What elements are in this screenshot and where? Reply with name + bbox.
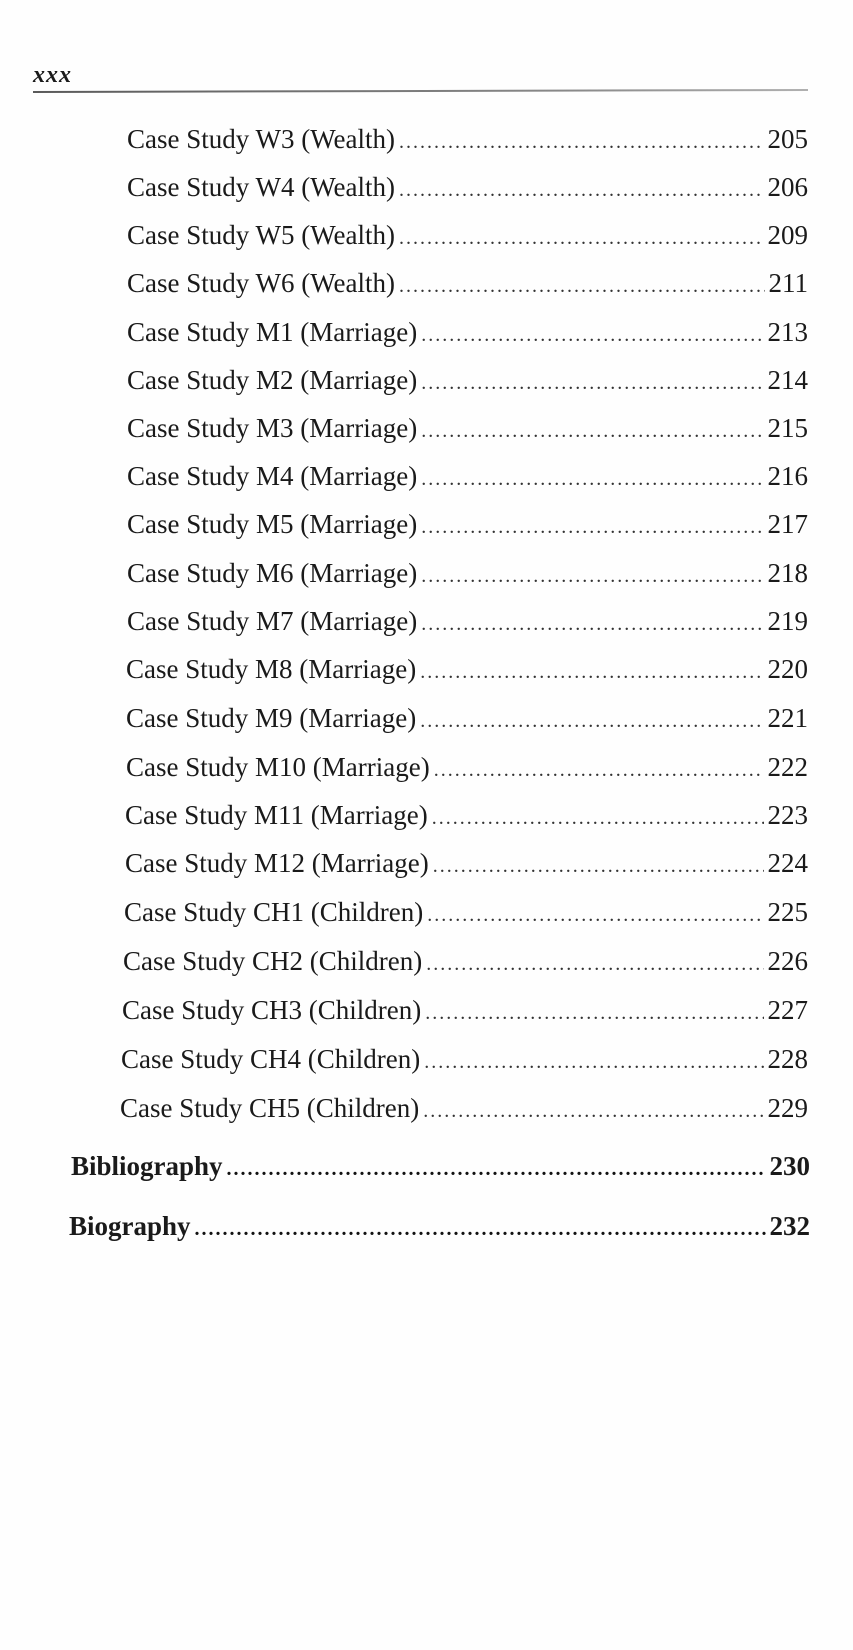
toc-entry-page: 206 <box>767 172 808 202</box>
toc-entry-page: 214 <box>767 365 808 395</box>
toc-entry-page: 219 <box>767 606 808 636</box>
toc-entry[interactable] <box>127 413 808 444</box>
toc-entry-label: Case Study CH3 (Children) <box>122 995 422 1025</box>
toc-entry[interactable] <box>127 317 808 348</box>
toc-entry-page: 222 <box>767 752 808 782</box>
toc-entry-label: Case Study M11 (Marriage) <box>125 800 428 830</box>
dot-leader <box>432 807 764 830</box>
toc-entry-bibliography[interactable] <box>71 1151 810 1182</box>
toc-entry[interactable] <box>126 703 808 734</box>
toc-entry-label: Case Study CH1 (Children) <box>124 897 424 927</box>
toc-entry[interactable] <box>126 654 808 685</box>
toc-entry[interactable] <box>126 752 808 783</box>
toc-entry[interactable] <box>125 848 808 879</box>
toc-entry-label: Case Study M9 (Marriage) <box>126 703 417 733</box>
dot-leader <box>421 516 763 539</box>
toc-entry[interactable] <box>121 1044 808 1075</box>
toc-entry[interactable] <box>127 509 808 540</box>
dot-leader <box>399 179 763 202</box>
toc-entry-page: 209 <box>767 220 808 250</box>
toc-entry-label: Case Study CH5 (Children) <box>120 1093 420 1123</box>
toc-entry[interactable] <box>123 946 808 977</box>
dot-leader <box>421 420 763 443</box>
dot-leader <box>423 1100 763 1123</box>
toc-entry-label: Case Study M1 (Marriage) <box>127 317 418 347</box>
dot-leader <box>425 1002 763 1025</box>
dot-leader <box>421 565 763 588</box>
toc-entry-label: Case Study M5 (Marriage) <box>127 509 418 539</box>
toc-entry-label: Case Study M2 (Marriage) <box>127 365 418 395</box>
toc-entry-label: Case Study M3 (Marriage) <box>127 413 418 443</box>
toc-entry-page: 224 <box>767 848 808 878</box>
toc-entry-page: 220 <box>767 654 808 684</box>
toc-entry-label: Case Study W3 (Wealth) <box>127 124 396 154</box>
toc-entry[interactable] <box>127 365 808 396</box>
dot-leader <box>426 953 763 976</box>
toc-entry-label: Case Study M10 (Marriage) <box>126 752 430 782</box>
toc-entry-page: 216 <box>767 461 808 491</box>
toc-entry[interactable] <box>124 897 808 928</box>
dot-leader <box>421 324 763 347</box>
toc-entry[interactable] <box>127 220 808 251</box>
toc-entry[interactable] <box>127 606 808 637</box>
toc-entry-page: 211 <box>768 268 808 298</box>
dot-leader <box>427 904 763 927</box>
toc-entry-label: Biography <box>69 1211 191 1241</box>
toc-entry-label: Case Study M7 (Marriage) <box>127 606 418 636</box>
toc-entry-label: Case Study W6 (Wealth) <box>127 268 396 298</box>
toc-entry-label: Bibliography <box>71 1151 223 1181</box>
toc-entry-page: 215 <box>767 413 808 443</box>
dot-leader <box>227 1158 766 1181</box>
toc-entry-page: 226 <box>767 946 808 976</box>
toc-entry-biography[interactable] <box>69 1211 810 1242</box>
toc-entry-label: Case Study M4 (Marriage) <box>127 461 418 491</box>
dot-leader <box>421 372 763 395</box>
dot-leader <box>420 710 763 733</box>
toc-entry-page: 217 <box>767 509 808 539</box>
dot-leader <box>424 1051 763 1074</box>
header-rule <box>33 89 808 93</box>
dot-leader <box>399 227 763 250</box>
toc-entry-page: 229 <box>767 1093 808 1123</box>
dot-leader <box>420 661 763 684</box>
toc-entry[interactable] <box>120 1093 808 1124</box>
toc-entry-label: Case Study M8 (Marriage) <box>126 654 417 684</box>
toc-entry-label: Case Study M6 (Marriage) <box>127 558 418 588</box>
toc-entry-page: 205 <box>767 124 808 154</box>
dot-leader <box>399 275 764 298</box>
toc-entry[interactable] <box>127 461 808 492</box>
toc-entry-page: 223 <box>767 800 808 830</box>
dot-leader <box>421 613 763 636</box>
dot-leader <box>434 759 764 782</box>
toc-entry[interactable] <box>122 995 808 1026</box>
toc-entry-label: Case Study CH2 (Children) <box>123 946 423 976</box>
toc-entry-page: 213 <box>767 317 808 347</box>
toc-entry-page: 221 <box>767 703 808 733</box>
toc-entry-label: Case Study CH4 (Children) <box>121 1044 421 1074</box>
toc-entry-label: Case Study W5 (Wealth) <box>127 220 396 250</box>
toc-entry-label: Case Study M12 (Marriage) <box>125 848 429 878</box>
toc-entry[interactable] <box>127 172 808 203</box>
toc-entry[interactable] <box>127 558 808 589</box>
dot-leader <box>195 1218 766 1241</box>
toc-entry-page: 227 <box>767 995 808 1025</box>
toc-entry-page: 218 <box>767 558 808 588</box>
toc-entry-label: Case Study W4 (Wealth) <box>127 172 396 202</box>
dot-leader <box>399 131 763 154</box>
toc-entry-page: 230 <box>769 1151 810 1181</box>
dot-leader <box>421 468 763 491</box>
running-head: xxx <box>33 62 72 88</box>
toc-entry-page: 228 <box>767 1044 808 1074</box>
toc-entry[interactable] <box>125 800 808 831</box>
dot-leader <box>433 855 764 878</box>
toc-entry[interactable] <box>127 268 808 299</box>
toc-entry-page: 232 <box>769 1211 810 1241</box>
toc-entry-page: 225 <box>767 897 808 927</box>
toc-entry[interactable] <box>127 124 808 155</box>
